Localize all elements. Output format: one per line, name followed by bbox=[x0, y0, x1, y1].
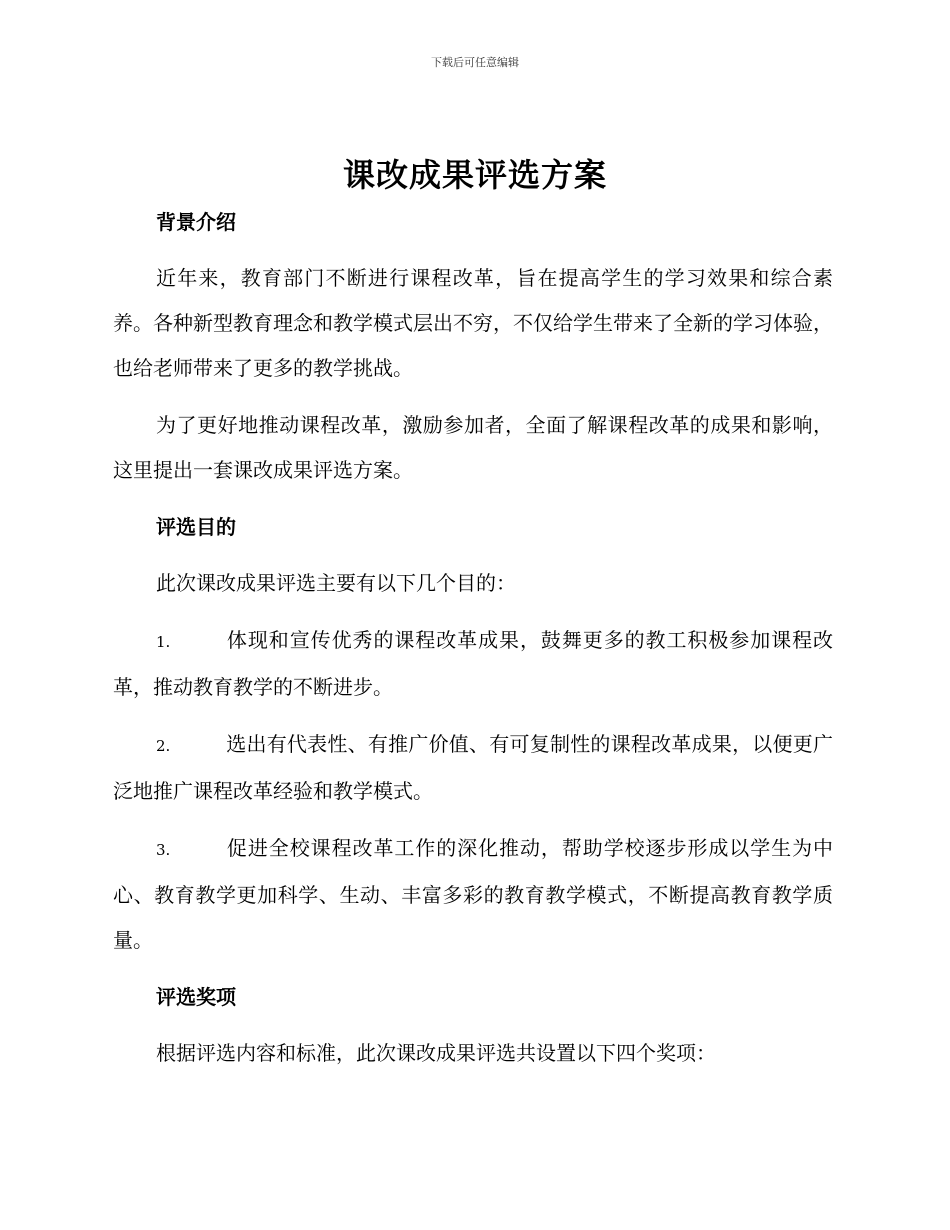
list-item-text: 体现和宣传优秀的课程改革成果，鼓舞更多的教工积极参加课程改革，推动教育教学的不断进步。 bbox=[113, 628, 833, 699]
purpose-list-item bbox=[113, 618, 833, 710]
list-number: 1. bbox=[156, 633, 171, 651]
purpose-list-item bbox=[113, 826, 833, 963]
section-heading-background: 背景介绍 bbox=[156, 210, 236, 234]
purpose-intro: 此次课改成果评选主要有以下几个目的： bbox=[156, 571, 516, 595]
document-title: 课改成果评选方案 bbox=[342, 156, 607, 194]
section-heading-purpose: 评选目的 bbox=[156, 515, 236, 539]
list-number: 3. bbox=[156, 841, 171, 859]
background-paragraph-2: 为了更好地推动课程改革，激励参加者，全面了解课程改革的成果和影响，这里提出一套课改成果评选方案。 bbox=[113, 413, 833, 482]
page-header-note: 下载后可任意编辑 bbox=[431, 56, 519, 69]
document-body bbox=[113, 200, 833, 1076]
background-paragraph-1: 近年来，教育部门不断进行课程改革，旨在提高学生的学习效果和综合素养。各种新型教育理念和教学模式层出不穷，不仅给学生带来了全新的学习体验，也给老师带来了更多的教学挑战。 bbox=[113, 266, 833, 380]
purpose-list-item bbox=[113, 722, 833, 814]
list-item-text: 促进全校课程改革工作的深化推动，帮助学校逐步形成以学生为中心、教育教学更加科学、生动、丰富多彩的教育教学模式，不断提高教育教学质量。 bbox=[113, 836, 833, 952]
list-item-text: 选出有代表性、有推广价值、有可复制性的课程改革成果，以便更广泛地推广课程改革经验和教学模式。 bbox=[113, 732, 833, 803]
list-number: 2. bbox=[156, 737, 171, 755]
section-heading-awards: 评选奖项 bbox=[156, 985, 236, 1009]
awards-intro: 根据评选内容和标准，此次课改成果评选共设置以下四个奖项： bbox=[156, 1041, 716, 1065]
